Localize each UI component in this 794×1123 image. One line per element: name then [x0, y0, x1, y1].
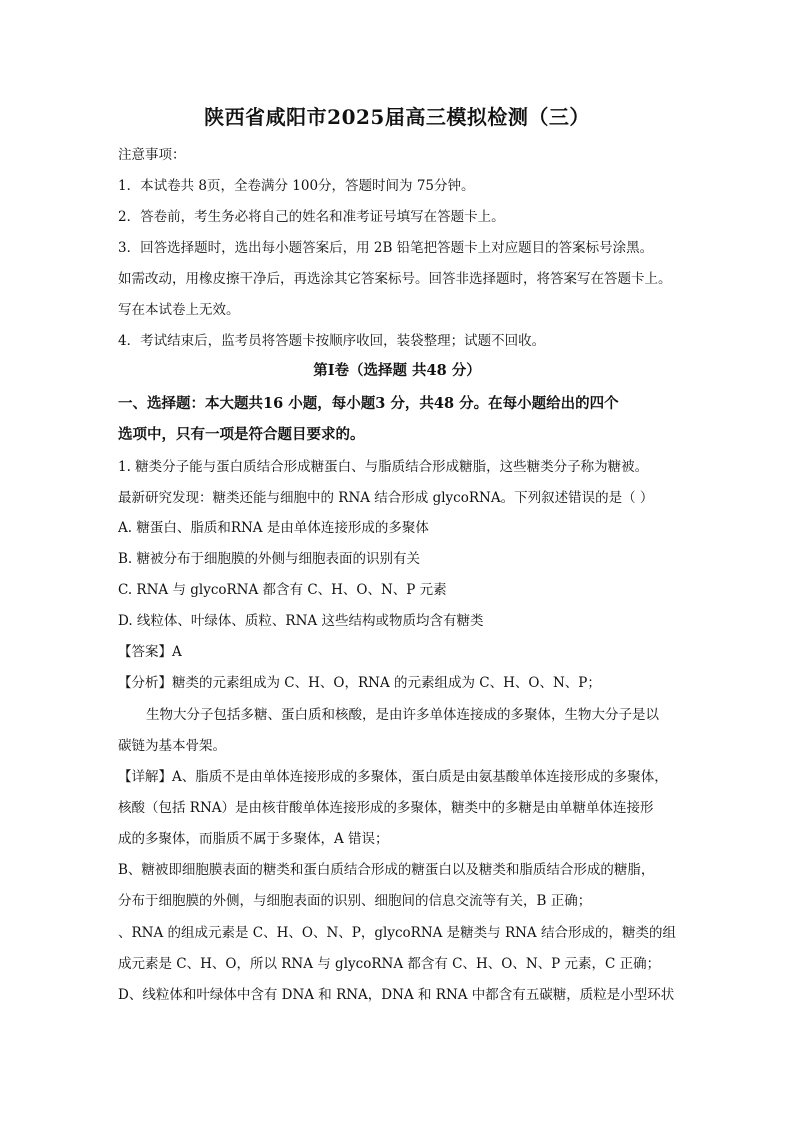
- notice-item-2: 2．答卷前，考生务必将自己的姓名和准考证号填写在答题卡上。: [118, 209, 505, 225]
- answer-line: 【答案】A: [118, 644, 182, 660]
- notice-item-3-cont-1: 如需改动，用橡皮擦干净后，再选涂其它答案标号。回答非选择题时，将答案写在答题卡上。: [118, 271, 672, 287]
- notice-item-1: 1．本试卷共 8页，全卷满分 100分，答题时间为 75分钟。: [118, 178, 475, 194]
- option-a: A. 糖蛋白、脂质和RNA 是由单体连接形成的多聚体: [118, 520, 429, 536]
- notice-item-3-cont-2: 写在本试卷上无效。: [118, 302, 240, 318]
- option-b: B. 糖被分布于细胞膜的外侧与细胞表面的识别有关: [118, 551, 421, 567]
- page-title: 陕西省咸阳市2025届高三模拟检测（三）: [204, 105, 590, 129]
- option-c: C. RNA 与 glycoRNA 都含有 C、H、O、N、P 元素: [118, 582, 447, 598]
- detail-line-2: 核酸（包括 RNA）是由核苷酸单体连接形成的多聚体，糖类中的多糖是由单糖单体连接形: [118, 800, 654, 816]
- detail-line-3: 成的多聚体，而脂质不属于多聚体，A 错误；: [118, 831, 389, 847]
- question-stem-line-1: 1. 糖类分子能与蛋白质结合形成糖蛋白、与脂质结合形成糖脂，这些糖类分子称为糖被。: [118, 459, 649, 475]
- section-heading: 第Ⅰ卷（选择题 共48 分）: [313, 362, 481, 379]
- analysis-line-1: 【分析】糖类的元素组成为 C、H、O，RNA 的元素组成为 C、H、O、N、P；: [118, 675, 601, 691]
- question-stem-line-2: 最新研究发现：糖类还能与细胞中的 RNA 结合形成 glycoRNA。下列叙述错误的是（ ）: [118, 490, 654, 506]
- analysis-line-3: 碳链为基本骨架。: [118, 738, 226, 754]
- part-instructions-line-2: 选项中，只有一项是符合题目要求的。: [118, 426, 365, 443]
- detail-line-5: 分布于细胞膜的外侧，与细胞表面的识别、细胞间的信息交流等有关，B 正确；: [118, 893, 592, 909]
- notice-item-4: 4．考试结束后，监考员将答题卡按顺序收回，装袋整理；试题不回收。: [118, 333, 546, 349]
- option-d: D. 线粒体、叶绿体、质粒、RNA 这些结构或物质均含有糖类: [118, 613, 484, 629]
- detail-line-4: B、糖被即细胞膜表面的糖类和蛋白质结合形成的糖蛋白以及糖类和脂质结合形成的糖脂，: [118, 862, 655, 878]
- detail-line-8: D、线粒体和叶绿体中含有 DNA 和 RNA，DNA 和 RNA 中都含有五碳糖，质粒是小型环状: [118, 987, 675, 1003]
- analysis-line-2: 生物大分子包括多糖、蛋白质和核酸，是由许多单体连接成的多聚体，生物大分子是以: [146, 707, 659, 723]
- detail-line-6: 、RNA 的组成元素是 C、H、O、N、P，glycoRNA 是糖类与 RNA 结合形成的，糖类的组: [118, 925, 676, 941]
- detail-line-1: 【详解】A、脂质不是由单体连接形成的多聚体，蛋白质是由氨基酸单体连接形成的多聚体，: [118, 769, 668, 785]
- detail-line-7: 成元素是 C、H、O，所以 RNA 与 glycoRNA 都含有 C、H、O、N、P 元素，C 正确；: [118, 956, 661, 972]
- part-instructions-line-1: 一、选择题：本大题共16 小题，每小题3 分，共48 分。在每小题给出的四个: [118, 395, 619, 412]
- notice-item-3: 3．回答选择题时，选出每小题答案后，用 2B 铅笔把答题卡上对应题目的答案标号涂黑。: [118, 240, 654, 256]
- notice-heading: 注意事项：: [118, 147, 186, 163]
